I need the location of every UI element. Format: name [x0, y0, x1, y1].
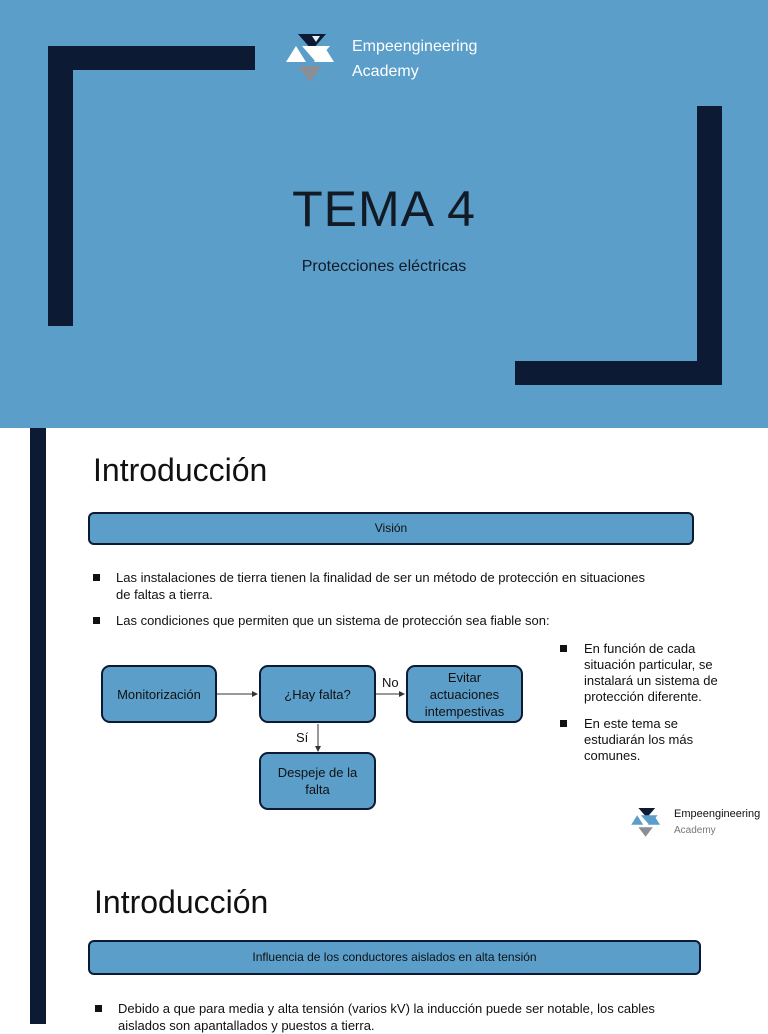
- banner-label: Visión: [374, 521, 408, 535]
- banner-label: Influencia de los conductores aislados en alta tensión: [252, 950, 537, 964]
- triangles-logo-icon: [630, 806, 666, 840]
- corner-bar-right: [697, 106, 722, 385]
- corner-bar-bottom: [515, 361, 722, 385]
- intro-slide-vision: [0, 428, 768, 858]
- flow-box-avoid: [406, 665, 523, 723]
- flow-box-monitoring: [101, 665, 217, 723]
- bullet-text: En función de cada situación particular, se instalará un sistema de protección diferente.: [584, 641, 718, 704]
- title-slide: [0, 0, 768, 428]
- slide-title: TEMA 4: [292, 181, 476, 237]
- flow-box-question: [259, 665, 376, 723]
- flow-label-no: No: [382, 675, 399, 690]
- bullet-text: Las condiciones que permiten que un sistema de protección sea fiable son:: [116, 613, 550, 628]
- bullet-square-icon: [560, 645, 567, 652]
- logo-subtitle: Academy: [352, 63, 419, 80]
- logo-brand-name: Empeengineering: [352, 38, 478, 55]
- logo-brand-name: Empeengineering: [674, 808, 761, 820]
- flow-box-label: Evitar actuaciones intempestivas: [424, 669, 505, 719]
- bullet-square-icon: [560, 720, 567, 727]
- left-accent-bar: [30, 858, 46, 1024]
- logo-subtitle: Academy: [674, 825, 716, 836]
- bullet-text: Las instalaciones de tierra tienen la finalidad de ser un método de protección en situaciones de faltas a tierra.: [116, 570, 646, 602]
- slide-heading: Introducción: [94, 884, 269, 920]
- bullet-square-icon: [95, 1005, 102, 1012]
- academy-logo: [284, 32, 504, 88]
- slide-subtitle: Protecciones eléctricas: [301, 258, 467, 275]
- section-banner: [88, 940, 701, 975]
- corner-bar-top: [48, 46, 255, 70]
- academy-logo-small: [628, 806, 768, 842]
- slide-heading: Introducción: [93, 452, 268, 488]
- flow-box-label: ¿Hay falta?: [284, 686, 351, 702]
- flow-box-label: Despeje de la falta: [277, 765, 358, 797]
- bullet-text: En este tema se estudiarán los más comunes.: [584, 716, 694, 763]
- triangles-logo-icon: [284, 32, 344, 86]
- intro-slide-conductors: [0, 858, 768, 1033]
- bullet-text: Debido a que para media y alta tensión (varios kV) la inducción puede ser notable, los cables aislados son apantallados y puestos a tierra.: [118, 1001, 655, 1033]
- flow-label-yes: Sí: [296, 730, 309, 745]
- flow-box-clear-fault: [259, 752, 376, 810]
- flow-box-label: Monitorización: [117, 686, 201, 702]
